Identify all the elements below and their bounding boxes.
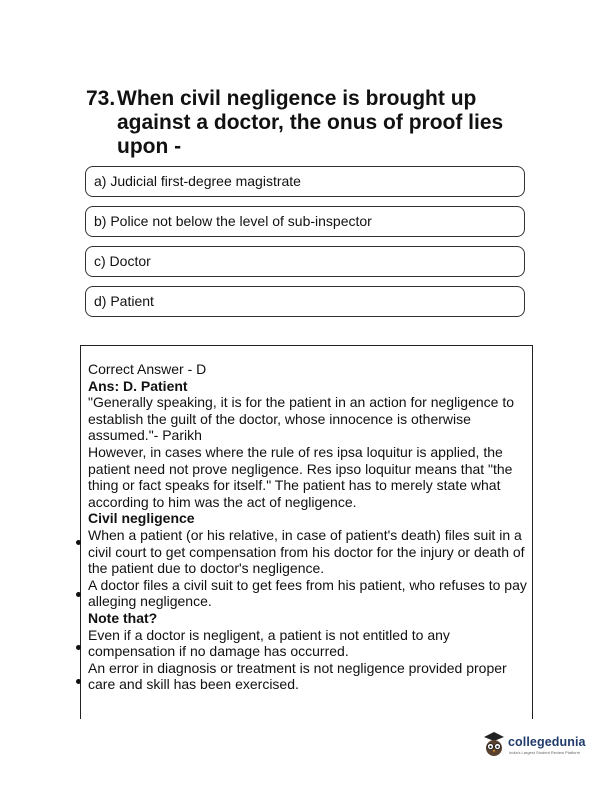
note-heading: Note that? <box>88 609 158 626</box>
question-text: When civil negligence is brought up against a doctor, the onus of proof lies upon - <box>117 87 504 158</box>
bullet-icon <box>76 679 81 684</box>
collegedunia-logo <box>482 731 586 761</box>
correct-answer-line: Correct Answer - D <box>88 361 207 377</box>
civil-item-1: When a patient (or his relative, in case of patient's death) files suit in a civil court to get compensation from his doctor for the injury or death of the patient due to doctor's negligence. <box>88 526 525 577</box>
option-b[interactable]: b) Police not below the level of sub-inspector <box>85 206 525 237</box>
answer-heading: Ans: D. Patient <box>88 377 188 394</box>
answer-para-1: "Generally speaking, it is for the patient in an action for negligence to establish the guilt of the doctor, whose innocence is otherwise assumed."- Parikh <box>88 394 515 444</box>
bullet-icon <box>76 540 81 545</box>
note-item-2: An error in diagnosis or treatment is not negligence provided proper care and skill has been exercised. <box>88 659 507 693</box>
option-a[interactable]: a) Judicial first-degree magistrate <box>85 166 525 197</box>
civil-item-2: A doctor files a civil suit to get fees from his patient, who refuses to pay alleging negligence. <box>88 576 527 610</box>
bullet-icon <box>76 645 81 650</box>
logo-tagline: India's Largest Student Review Platform <box>509 750 581 755</box>
civil-negligence-heading: Civil negligence <box>88 510 195 527</box>
question-number: 73. <box>86 87 116 110</box>
answer-para-2: However, in cases where the rule of res ipsa loquitur is applied, the patient need not prove negligence. Res ipso loquitur means that "the thing or fact speaks for itself." The patient has to merely state what according to him was the act of negligence. <box>88 443 513 510</box>
option-c[interactable]: c) Doctor <box>85 246 525 277</box>
logo-name: collegedunia <box>508 735 586 749</box>
note-item-1: Even if a doctor is negligent, a patient is not entitled to any compensation if no damage has occurred. <box>88 626 450 660</box>
answer-content <box>88 361 532 693</box>
option-d[interactable]: d) Patient <box>85 286 525 317</box>
graduate-owl-icon <box>482 731 506 757</box>
bullet-icon <box>76 592 81 597</box>
